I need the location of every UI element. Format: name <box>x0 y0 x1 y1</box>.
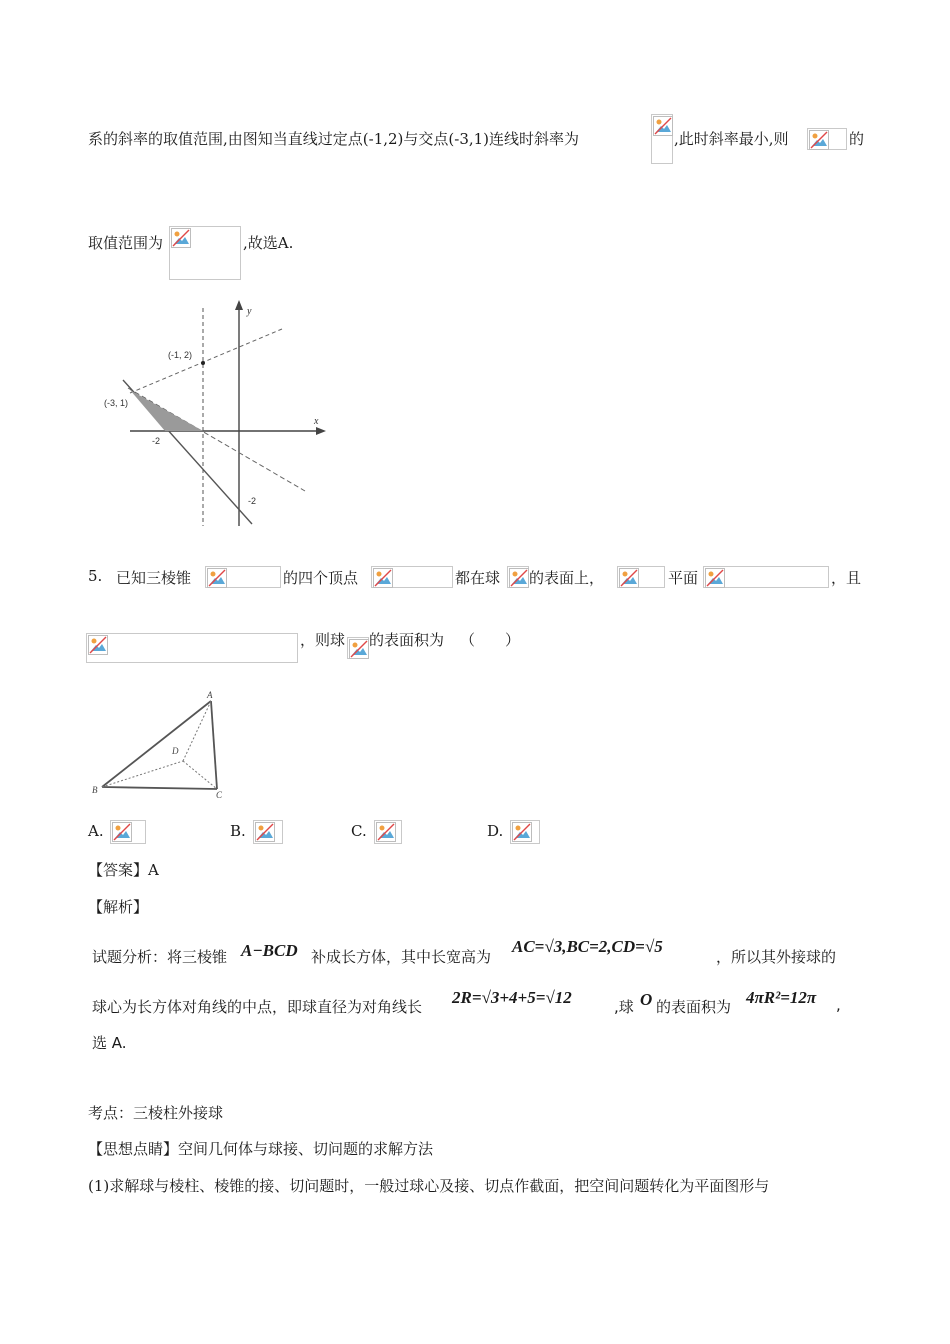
edge-bc <box>102 787 217 789</box>
analysis-line3: 选 A. <box>92 1034 127 1052</box>
q5-number: 5. <box>88 567 103 585</box>
edge-ba <box>102 701 211 787</box>
q5-text-d: 的表面上， <box>529 569 605 587</box>
broken-image-icon <box>376 822 396 842</box>
q5-text-a: 已知三棱锥 <box>116 569 192 587</box>
analysis-line2-b: ,球 <box>614 998 634 1016</box>
math-edge-lengths: AC=√3,BC=2,CD=√5 <box>512 937 663 956</box>
formula-image <box>86 633 298 663</box>
point-a-label: (-1, 2) <box>168 350 193 360</box>
option-d-image <box>510 820 540 844</box>
point-b-label: (-3, 1) <box>104 398 129 408</box>
formula-image <box>169 226 241 280</box>
para1-line1b: ,此时斜率最小,则 <box>674 130 789 148</box>
math-diameter: 2R=√3+4+5=√12 <box>452 988 572 1007</box>
para1-line1: 系的斜率的取值范围,由图知当直线过定点(-1,2)与交点(-3,1)连线时斜率为 <box>88 130 580 148</box>
broken-image-icon <box>653 116 673 136</box>
y-axis-label: y <box>247 306 252 317</box>
broken-image-icon <box>112 822 132 842</box>
broken-image-icon <box>349 639 369 659</box>
option-b-label: B. <box>230 822 246 840</box>
broken-image-icon <box>809 130 829 150</box>
tick-y: -2 <box>248 496 257 506</box>
linear-programming-graph <box>90 296 335 528</box>
formula-image <box>507 566 529 588</box>
broken-image-icon <box>207 568 227 588</box>
formula-image <box>703 566 829 588</box>
q5-paren: （ ） <box>460 631 521 649</box>
broken-image-icon <box>373 568 393 588</box>
broken-image-icon <box>88 635 108 655</box>
edge-cd <box>183 761 217 789</box>
q5-text-b: 的四个顶点 <box>283 569 359 587</box>
formula-image <box>371 566 453 588</box>
tick-x: -2 <box>152 436 161 446</box>
formula-image <box>205 566 281 588</box>
analysis-line2-d: , <box>836 996 841 1014</box>
math-surface-area: 4πR²=12π <box>746 988 817 1007</box>
q5-text-g: ，则球 <box>300 631 346 649</box>
analysis-line1-b: 补成长方体，其中长宽高为 <box>311 948 492 966</box>
para1-line2a: 取值范围为 <box>88 234 164 252</box>
formula-image <box>617 566 665 588</box>
formula-image <box>347 637 369 659</box>
analysis-line1-a: 试题分析：将三棱锥 <box>92 948 228 966</box>
option-c-label: C. <box>351 822 367 840</box>
broken-image-icon <box>509 568 529 588</box>
edge-bd <box>102 761 183 787</box>
formula-image <box>807 128 847 150</box>
x-axis-label: x <box>314 416 319 427</box>
q5-text-e: 平面 <box>668 569 699 587</box>
analysis-line1-c: ，所以其外接球的 <box>716 948 837 966</box>
formula-image <box>651 114 673 164</box>
vertex-d-label: D <box>172 746 179 756</box>
analysis-label: 【解析】 <box>88 898 149 916</box>
analysis-line2-a: 球心为长方体对角线的中点，即球直径为对角线长 <box>92 998 423 1016</box>
point-a <box>201 361 205 365</box>
vertex-a-label: A <box>207 690 213 700</box>
q5-text-h: 的表面积为 <box>369 631 445 649</box>
option-c-image <box>374 820 402 844</box>
sixiang-heading: 【思想点睛】空间几何体与球接、切问题的求解方法 <box>88 1140 434 1158</box>
broken-image-icon <box>171 228 191 248</box>
vertex-b-label: B <box>92 785 98 795</box>
broken-image-icon <box>512 822 532 842</box>
math-a-bcd: A−BCD <box>241 941 298 960</box>
broken-image-icon <box>619 568 639 588</box>
math-o: O <box>640 990 653 1009</box>
broken-image-icon <box>705 568 725 588</box>
broken-image-icon <box>255 822 275 842</box>
edge-ad <box>183 701 211 761</box>
edge-ac <box>211 701 217 789</box>
q5-text-c: 都在球 <box>455 569 501 587</box>
option-b-image <box>253 820 283 844</box>
para1-line1c: 的 <box>849 130 865 148</box>
option-a-label: A. <box>88 822 104 840</box>
kaodian-line: 考点：三棱柱外接球 <box>88 1104 224 1122</box>
method-line-1: (1)求解球与棱柱、棱锥的接、切问题时，一般过球心及接、切点作截面，把空间问题转化为平面图形与 <box>88 1177 770 1195</box>
option-a-image <box>110 820 146 844</box>
vertex-c-label: C <box>216 790 223 800</box>
q5-text-f: ，且 <box>831 569 862 587</box>
option-d-label: D. <box>487 822 504 840</box>
analysis-line2-c: 的表面积为 <box>656 998 732 1016</box>
tetrahedron-figure <box>88 686 238 800</box>
para1-line2b: ,故选A. <box>243 234 294 252</box>
answer-label: 【答案】A <box>88 861 159 879</box>
